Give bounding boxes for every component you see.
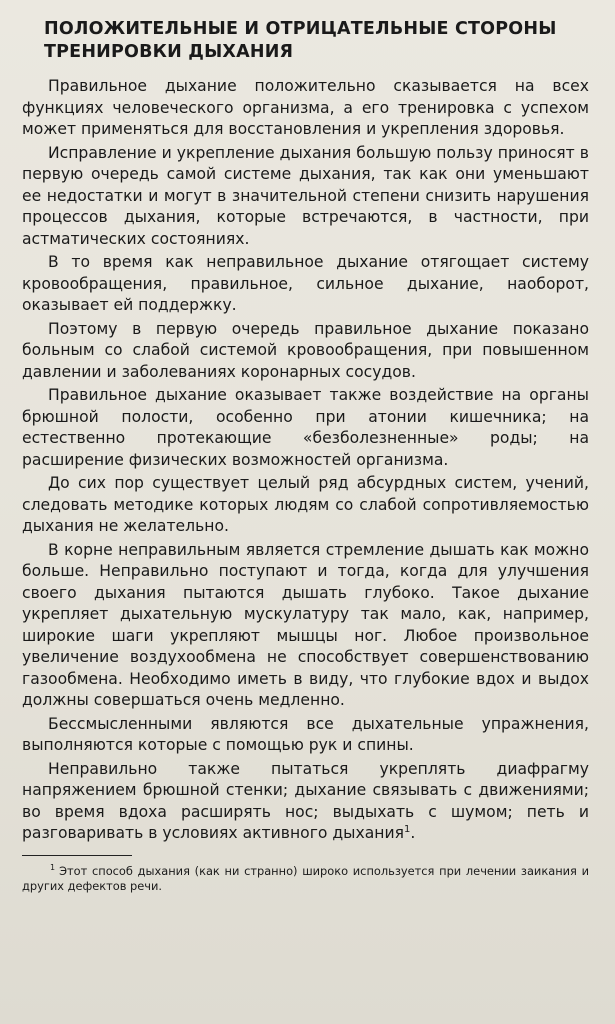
footnote-divider [22, 855, 132, 856]
footnote-reference: 1 [403, 823, 411, 835]
page-title-line-1: ПОЛОЖИТЕЛЬНЫЕ И ОТРИЦАТЕЛЬНЫЕ СТОРОНЫ [44, 19, 557, 39]
paragraph-4: Поэтому в первую очередь правильное дыхание показано больным со слабой системой кровообращения, при повышенном давлении и заболеваниях коронарных сосудов. [22, 319, 589, 381]
paragraph-6: До сих пор существует целый ряд абсурдных систем, учений, следовать методике которых людям со слабой сопротивляемостью дыхания не желательно. [22, 474, 589, 535]
paragraph-7: В корне неправильным является стремление дышать как можно больше. Неправильно поступают и тогда, когда для улучшения своего дыхания пытаются дышать глубоко. Такое дыхание укрепляет дыхательную мускулатуру так мало, как, например, широкие шаги укрепляют мышцы ног. Любое произвольное увеличение воздухообмена не способствует совершенствованию газообмена. Необходимо иметь в виду, что глубокие вдох и выдох должны совершаться очень медленно. [22, 540, 589, 709]
paragraph-5: Правильное дыхание оказывает также воздействие на органы брюшной полости, особенно при атонии кишечника; на естественно протекающие «безболезненные» роды; на расширение физических возможностей организма. [22, 386, 589, 469]
page-title [44, 18, 589, 64]
paragraph-2: Исправление и укрепление дыхания большую пользу приносят в первую очередь самой системе дыхания, так как они уменьшают ее недостатки и могут в значительной степени снизить нарушения процессов дыхания, которые встречаются, в частности, при астматических состояниях. [22, 143, 589, 248]
paragraph-3: В то время как неправильное дыхание отягощает систему кровообращения, правильное, сильное дыхание, наоборот, оказывает ей поддержку. [22, 253, 589, 314]
paragraph-8: Бессмысленными являются все дыхательные упражнения, выполняются которые с помощью рук и спины. [22, 714, 589, 754]
page-title-line-2: ТРЕНИРОВКИ ДЫХАНИЯ [44, 42, 294, 62]
paragraph-1: Правильное дыхание положительно сказывается на всех функциях человеческого организма, а его тренировка с успехом может применяться для восстановления и укрепления здоровья. [22, 77, 589, 138]
body-text [22, 76, 589, 845]
paragraph-9-text: Неправильно также пытаться укреплять диафрагму напряжением брюшной стенки; дыхание связывать с движениями; во время вдоха расширять нос; выдыхать с шумом; петь и разговаривать в условиях активного дыхания [22, 759, 589, 842]
footnote-text: Этот способ дыхания (как ни странно) широко используется при лечении заикания и других дефектов речи. [22, 863, 589, 893]
paragraph-9: Неправильно также пытаться укреплять диафрагму напряжением брюшной стенки; дыхание связывать с движениями; во время вдоха расширять нос; выдыхать с шумом; петь и разговаривать в условиях активного дыхания$^1$. [22, 759, 589, 842]
footnote-marker: 1 [50, 862, 56, 872]
footnote [22, 864, 589, 894]
